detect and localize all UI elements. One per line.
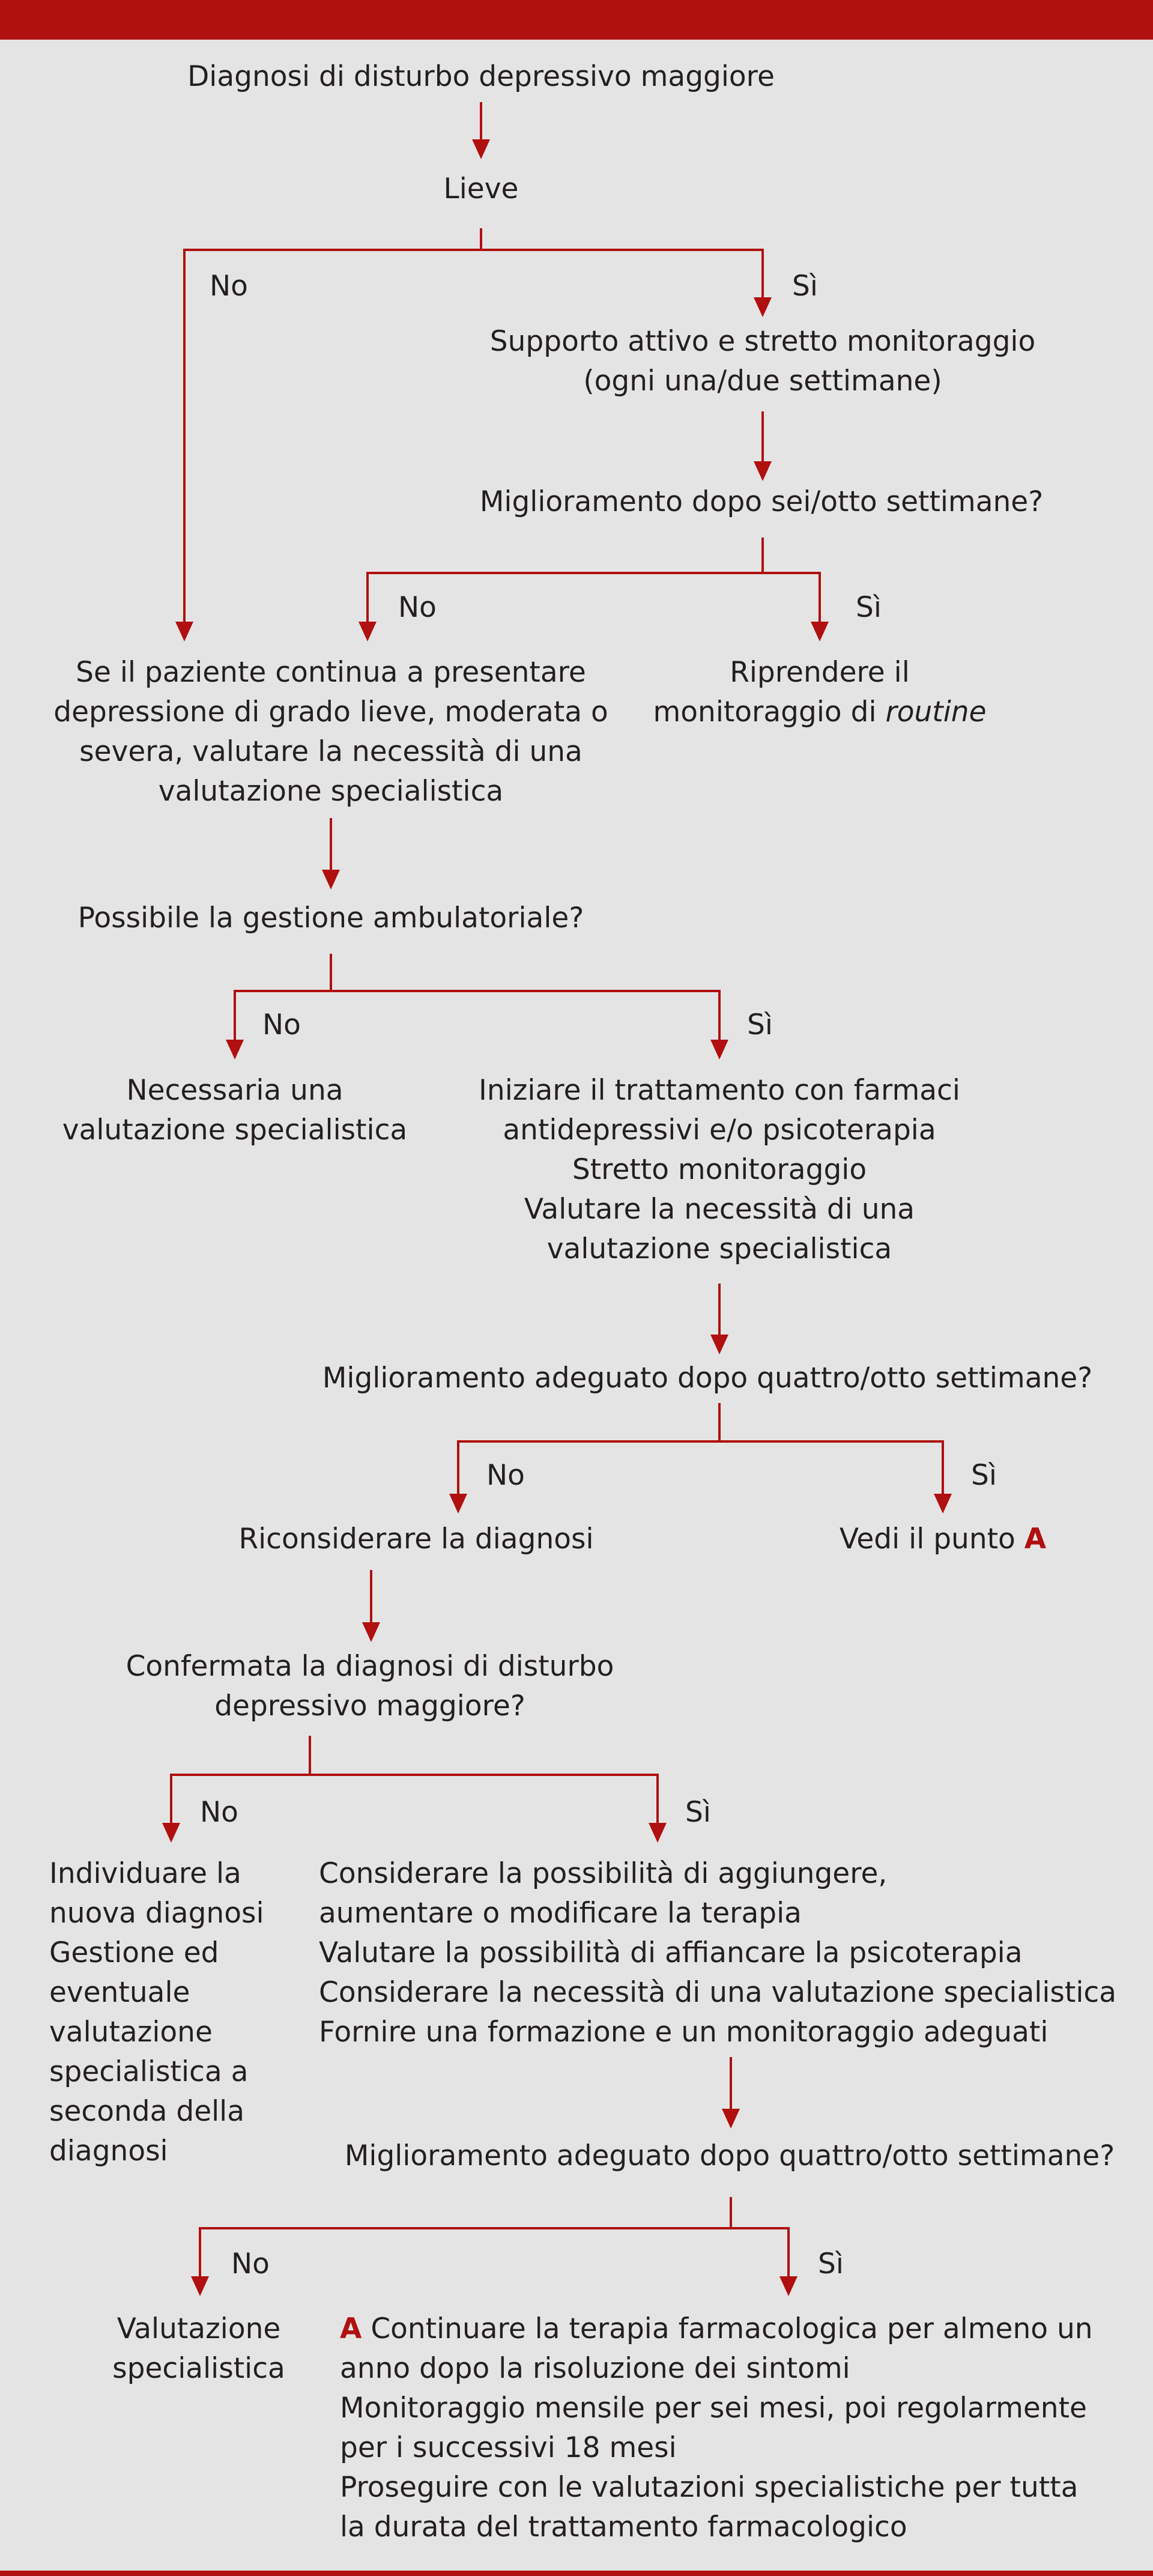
node-supporto-line: Supporto attivo e stretto monitoraggio <box>489 325 1036 358</box>
node-riprendere-line2-prefix: monitoraggio di <box>653 696 886 729</box>
node-se-paziente-line: Se il paziente continua a presentare <box>76 656 586 689</box>
node-continuare-line1 <box>340 2309 1093 2349</box>
label-si-possibile: Sì <box>747 1008 773 1041</box>
node-continuare-line: anno dopo la risoluzione dei sintomi <box>340 2352 850 2385</box>
node-valutazione <box>112 2309 285 2389</box>
node-iniziare-line: antidepressivi e/o psicoterapia <box>503 1114 936 1147</box>
node-se-paziente-line: severa, valutare la necessità di una <box>79 735 583 768</box>
node-supporto <box>490 322 1035 401</box>
label-si-lieve: Sì <box>792 270 818 303</box>
label-no-miglioramento3: No <box>231 2247 270 2281</box>
label-no-miglioramento2: No <box>486 1459 525 1492</box>
node-vedi-marker: A <box>1024 1523 1047 1556</box>
node-vedi-text: Vedi il punto <box>839 1523 1024 1556</box>
node-individuare-line: Individuare la <box>49 1857 241 1890</box>
node-iniziare <box>479 1071 960 1269</box>
node-individuare-line: Gestione ed <box>49 1936 219 1969</box>
node-considerare-line: Considerare la necessità di una valutazione specialistica <box>319 1976 1117 2009</box>
node-se-paziente-line: valutazione specialistica <box>158 775 504 808</box>
node-individuare-line: seconda della <box>49 2095 245 2128</box>
node-se-paziente <box>53 653 608 811</box>
node-valutazione-line: specialistica <box>112 2352 285 2385</box>
node-supporto-line: (ogni una/due settimane) <box>583 365 942 398</box>
node-iniziare-line: Valutare la necessità di una <box>524 1193 915 1226</box>
node-considerare-line: aumentare o modificare la terapia <box>319 1897 802 1930</box>
node-se-paziente-line: depressione di grado lieve, moderata o <box>53 696 608 729</box>
branch-confermata <box>171 1736 310 1826</box>
label-no-lieve: No <box>210 270 248 303</box>
label-no-miglioramento1: No <box>398 591 437 624</box>
node-riprendere-italic: routine <box>885 696 987 729</box>
node-individuare <box>49 1854 264 2171</box>
node-continuare-marker: A <box>340 2312 362 2345</box>
node-confermata <box>126 1647 614 1726</box>
label-si-miglioramento2: Sì <box>971 1459 997 1492</box>
arrowhead-lieve-no <box>175 622 193 641</box>
node-continuare-line1-rest: Continuare la terapia farmacologica per almeno un <box>362 2312 1093 2345</box>
node-riconsiderare: Riconsiderare la diagnosi <box>238 1523 594 1556</box>
node-necessaria-line: valutazione specialistica <box>62 1114 408 1147</box>
node-miglioramento3: Miglioramento adeguato dopo quattro/otto settimane? <box>344 2139 1115 2172</box>
node-miglioramento1: Miglioramento dopo sei/otto settimane? <box>479 485 1044 518</box>
node-possibile: Possibile la gestione ambulatoriale? <box>77 902 584 935</box>
node-confermata-line: Confermata la diagnosi di disturbo <box>126 1650 614 1683</box>
node-confermata-line: depressivo maggiore? <box>214 1690 525 1723</box>
node-riprendere <box>653 653 986 732</box>
node-riprendere-line2 <box>653 692 986 732</box>
node-continuare <box>340 2309 1093 2547</box>
node-considerare-line: Considerare la possibilità di aggiungere, <box>319 1857 888 1890</box>
node-considerare-line: Valutare la possibilità di affiancare la psicoterapia <box>319 1936 1023 1969</box>
node-iniziare-line: valutazione specialistica <box>546 1232 892 1265</box>
node-individuare-line: nuova diagnosi <box>49 1897 264 1930</box>
node-iniziare-line: Stretto monitoraggio <box>572 1153 867 1186</box>
label-si-miglioramento1: Sì <box>856 591 882 624</box>
label-si-miglioramento3: Sì <box>818 2247 844 2281</box>
node-individuare-line: specialistica a <box>49 2055 249 2088</box>
node-vedi <box>840 1520 1046 1559</box>
node-lieve: Lieve <box>443 172 519 205</box>
node-start: Diagnosi di disturbo depressivo maggiore <box>187 60 775 93</box>
node-continuare-line: Monitoraggio mensile per sei mesi, poi regolarmente <box>340 2392 1087 2425</box>
label-no-possibile: No <box>262 1008 301 1041</box>
node-considerare-line: Fornire una formazione e un monitoraggio adeguati <box>319 2016 1049 2049</box>
arrowhead-lieve-si <box>754 297 772 317</box>
label-si-confermata: Sì <box>685 1796 711 1829</box>
node-miglioramento2: Miglioramento adeguato dopo quattro/otto settimane? <box>322 1362 1093 1395</box>
node-necessaria-line: Necessaria una <box>126 1074 343 1107</box>
label-no-confermata: No <box>200 1796 238 1829</box>
node-individuare-line: valutazione <box>49 2016 213 2049</box>
node-individuare-line: diagnosi <box>49 2135 168 2168</box>
node-continuare-line: Proseguire con le valutazioni specialistiche per tutta <box>340 2471 1079 2504</box>
node-individuare-line: eventuale <box>49 1976 190 2009</box>
node-considerare <box>319 1854 1116 2052</box>
node-valutazione-line: Valutazione <box>117 2312 281 2345</box>
node-continuare-line: la durata del trattamento farmacologico <box>340 2511 907 2544</box>
node-iniziare-line: Iniziare il trattamento con farmaci <box>479 1074 960 1107</box>
node-necessaria <box>62 1071 408 1150</box>
node-riprendere-line1: Riprendere il <box>730 656 910 689</box>
node-continuare-line: per i successivi 18 mesi <box>340 2431 677 2464</box>
branch-miglioramento3 <box>200 2197 731 2279</box>
